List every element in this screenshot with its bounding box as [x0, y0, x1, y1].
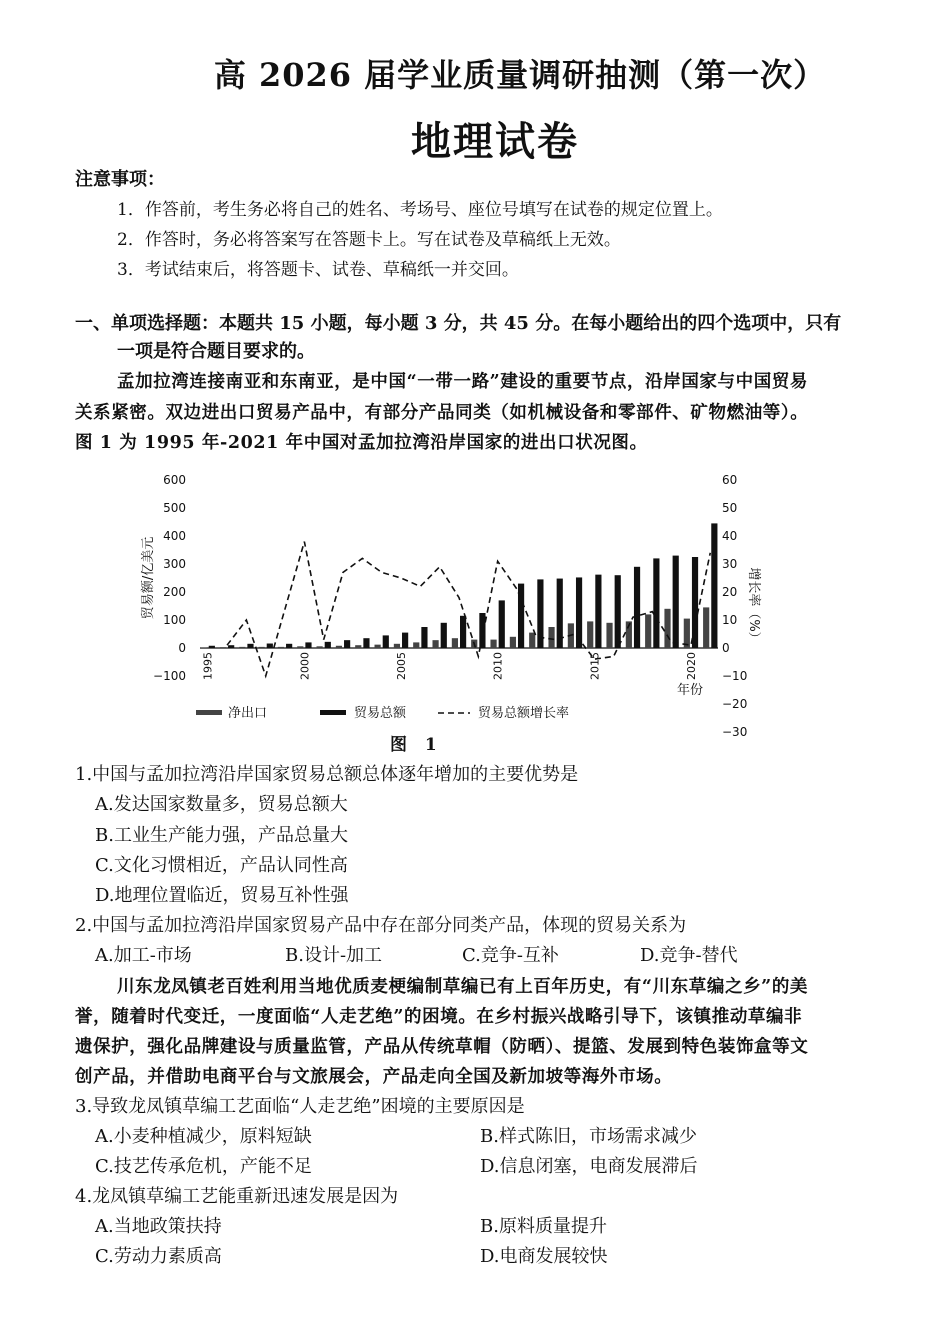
notice-item-2: 2．作答时，务必将答案写在答题卡上。写在试卷及草稿纸上无效。 — [117, 230, 621, 250]
y-tick-label: −100 — [153, 669, 186, 683]
legend-label-trade-total: 贸易总额 — [354, 706, 407, 721]
bar-trade-total — [325, 642, 331, 648]
figure-caption: 图 1 — [390, 735, 443, 755]
bar-net-export — [664, 609, 670, 648]
legend-swatch-net-export — [196, 710, 222, 715]
q3-stem: 3.导致龙凤镇草编工艺面临“人走艺绝”困境的主要原因是 — [75, 1096, 525, 1117]
bar-net-export — [490, 640, 496, 648]
bar-net-export — [529, 633, 535, 648]
bar-trade-total — [209, 646, 215, 648]
bar-trade-total — [634, 567, 640, 648]
bar-net-export — [606, 623, 612, 648]
q3-option-d: D.信息闭塞，电商发展滞后 — [480, 1156, 698, 1177]
bar-trade-total — [653, 558, 659, 648]
y2-tick-label: 60 — [722, 473, 738, 487]
y-tick-label: 600 — [163, 473, 186, 487]
bar-trade-total — [692, 557, 698, 648]
y-tick-label: 400 — [163, 529, 186, 543]
q1-stem: 1.中国与孟加拉湾沿岸国家贸易总额总体逐年增加的主要优势是 — [75, 764, 579, 785]
x-tick-label: 2005 — [395, 652, 409, 680]
q1-option-a: A.发达国家数量多，贸易总额大 — [95, 794, 348, 815]
q3-option-a: A.小麦种植减少，原料短缺 — [95, 1126, 312, 1147]
x-axis-label: 年份 — [676, 683, 704, 698]
bar-trade-total — [286, 644, 292, 648]
y2-tick-label: −20 — [722, 697, 748, 711]
y2-tick-label: 10 — [722, 613, 738, 627]
notice-heading: 注意事项： — [75, 169, 165, 190]
y2-tick-label: 30 — [722, 557, 738, 571]
q3-option-b: B.样式陈旧，市场需求减少 — [480, 1126, 697, 1147]
passage2-line-3: 遗保护，强化品牌建设与质量监管，产品从传统草帽（防晒）、提篮、发展到特色装饰盒等文 — [75, 1037, 809, 1057]
bar-trade-total — [247, 644, 253, 648]
y2-tick-label: 20 — [722, 585, 738, 599]
legend-swatch-trade-total — [320, 710, 346, 715]
bar-net-export — [703, 607, 709, 648]
y-tick-label: 200 — [163, 585, 186, 599]
y-tick-label: 0 — [178, 641, 186, 655]
q1-option-c: C.文化习惯相近，产品认同性高 — [95, 855, 348, 876]
bar-net-export — [336, 646, 342, 648]
q1-option-b: B.工业生产能力强，产品总量大 — [95, 825, 348, 846]
bar-net-export — [317, 646, 323, 648]
bar-net-export — [297, 646, 303, 648]
section-heading-cont: 一项是符合题目要求的。 — [117, 341, 315, 362]
bar-trade-total — [711, 523, 717, 648]
passage1-line-1: 孟加拉湾连接南亚和东南亚，是中国“一带一路”建设的重要节点，沿岸国家与中国贸易 — [117, 372, 809, 392]
q2-option-a: A.加工-市场 — [95, 945, 192, 966]
exam-title: 高 2026 届学业质量调研抽测（第一次） — [213, 56, 827, 94]
bar-net-export — [587, 621, 593, 648]
y2-tick-label: −30 — [722, 725, 748, 739]
x-tick-label: 2015 — [588, 652, 602, 680]
q2-option-b: B.设计-加工 — [285, 945, 383, 966]
bar-net-export — [452, 638, 458, 648]
bar-net-export — [413, 642, 419, 648]
bar-net-export — [278, 647, 284, 648]
q4-stem: 4.龙凤镇草编工艺能重新迅速发展是因为 — [75, 1186, 399, 1207]
bar-trade-total — [363, 638, 369, 648]
x-tick-label: 2000 — [298, 652, 312, 680]
q4-option-a: A.当地政策扶持 — [95, 1216, 222, 1237]
bar-net-export — [375, 645, 381, 648]
y-tick-label: 500 — [163, 501, 186, 515]
notice-item-1: 1．作答前，考生务必将自己的姓名、考场号、座位号填写在试卷的规定位置上。 — [117, 200, 723, 220]
bar-trade-total — [441, 623, 447, 648]
bar-trade-total — [595, 575, 601, 648]
bar-net-export — [355, 645, 361, 648]
bar-net-export — [239, 647, 245, 648]
bar-trade-total — [479, 613, 485, 648]
x-tick-label: 2010 — [491, 652, 505, 680]
passage2-line-2: 誉，随着时代变迁，一度面临“人走艺绝”的困境。在乡村振兴战略引导下，该镇推动草编非 — [75, 1007, 803, 1027]
bar-trade-total — [383, 635, 389, 648]
bar-trade-total — [673, 556, 679, 648]
bar-net-export — [201, 647, 207, 648]
bar-trade-total — [344, 640, 350, 648]
passage1-line-3: 图 1 为 1995 年-2021 年中国对孟加拉湾沿岸国家的进出口状况图。 — [75, 433, 648, 453]
y2-tick-label: −10 — [722, 669, 748, 683]
passage2-line-4: 创产品，并借助电商平台与文旅展会，产品走向全国及新加坡等海外市场。 — [75, 1067, 673, 1087]
bar-trade-total — [499, 600, 505, 648]
y2-tick-label: 40 — [722, 529, 738, 543]
q3-option-c: C.技艺传承危机，产能不足 — [95, 1156, 312, 1177]
bar-trade-total — [305, 642, 311, 648]
x-tick-label: 1995 — [201, 652, 215, 680]
legend-label-growth-rate: 贸易总额增长率 — [478, 706, 570, 721]
notice-item-3: 3．考试结束后，将答题卡、试卷、草稿纸一并交回。 — [117, 260, 519, 280]
section-heading: 一、单项选择题：本题共 15 小题，每小题 3 分，共 45 分。在每小题给出的四个选项中，只有 — [75, 313, 842, 334]
q4-option-b: B.原料质量提升 — [480, 1216, 607, 1237]
x-tick-label: 2020 — [684, 652, 698, 680]
bar-net-export — [432, 640, 438, 648]
trade-chart — [130, 466, 770, 756]
y-tick-label: 300 — [163, 557, 186, 571]
y-axis-label: 贸易额/亿美元 — [141, 536, 156, 620]
y-tick-label: 100 — [163, 613, 186, 627]
y2-axis-label: 增长率（%） — [746, 567, 761, 645]
bar-net-export — [259, 647, 265, 648]
bar-trade-total — [615, 575, 621, 648]
bar-trade-total — [267, 644, 273, 648]
q4-option-d: D.电商发展较快 — [480, 1246, 608, 1267]
q2-option-c: C.竞争-互补 — [462, 945, 559, 966]
q4-option-c: C.劳动力素质高 — [95, 1246, 222, 1267]
bar-net-export — [548, 627, 554, 648]
bar-trade-total — [228, 645, 234, 648]
y2-tick-label: 50 — [722, 501, 738, 515]
bar-trade-total — [402, 633, 408, 648]
subject-title: 地理试卷 — [411, 118, 579, 165]
y2-tick-label: 0 — [722, 641, 730, 655]
legend-label-net-export: 净出口 — [228, 706, 268, 721]
bar-trade-total — [460, 616, 466, 648]
bar-net-export — [645, 614, 651, 648]
q2-stem: 2.中国与孟加拉湾沿岸国家贸易产品中存在部分同类产品，体现的贸易关系为 — [75, 915, 687, 936]
passage2-line-1: 川东龙凤镇老百姓利用当地优质麦梗编制草编已有上百年历史，有“川东草编之乡”的美 — [117, 977, 809, 997]
bar-net-export — [510, 637, 516, 648]
q1-option-d: D.地理位置临近，贸易互补性强 — [95, 885, 349, 906]
passage1-line-2: 关系紧密。双边进出口贸易产品中，有部分产品同类（如机械设备和零部件、矿物燃油等）。 — [75, 403, 809, 423]
q2-option-d: D.竞争-替代 — [640, 945, 738, 966]
bar-net-export — [394, 644, 400, 648]
bar-trade-total — [421, 627, 427, 648]
bar-net-export — [220, 647, 226, 648]
